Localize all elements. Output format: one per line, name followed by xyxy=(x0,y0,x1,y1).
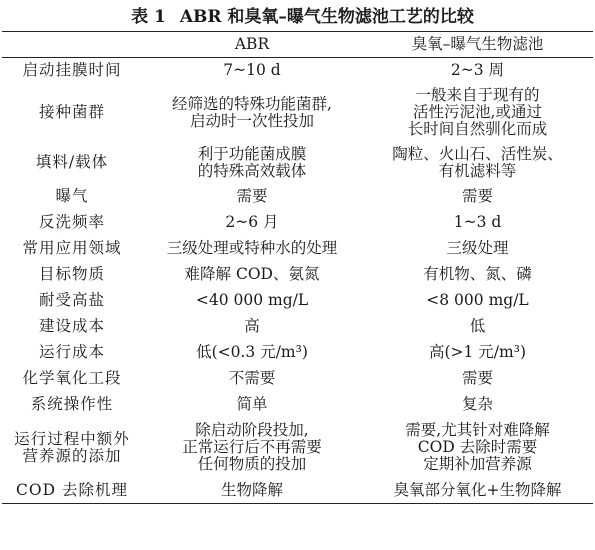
cell-line: 营养源的添加 xyxy=(22,446,122,465)
cell-line: <40 000 mg/L xyxy=(195,291,309,309)
table-row xyxy=(2,210,593,236)
ozone-baf-cell xyxy=(362,84,593,142)
row-label-cell xyxy=(2,84,142,142)
ozone-baf-cell xyxy=(362,288,593,314)
cell-line: 启动时一次性投加 xyxy=(189,111,314,130)
row-label-cell xyxy=(2,288,142,314)
cell-line: 系统操作性 xyxy=(30,395,114,413)
row-label-cell xyxy=(2,210,142,236)
cell-line: 生物降解 xyxy=(220,480,283,499)
cell-line: 目标物质 xyxy=(38,265,105,283)
cell-line: 不需要 xyxy=(228,369,276,387)
row-label-cell xyxy=(2,142,142,184)
abr-cell xyxy=(142,184,362,210)
abr-cell xyxy=(142,262,362,288)
table-title: ABR 和臭氧–曝气生物滤池工艺的比较 xyxy=(179,7,474,27)
cell-line: 需要 xyxy=(236,187,268,205)
table-caption xyxy=(0,4,595,30)
cell-line: 耐受高盐 xyxy=(38,291,105,309)
row-label-cell xyxy=(2,314,142,340)
cell-line: 化学氧化工段 xyxy=(22,369,122,387)
ozone-baf-cell xyxy=(362,236,593,262)
cell-line: 有机物、氮、磷 xyxy=(423,265,532,283)
cell-line: 三级处理 xyxy=(446,239,509,257)
row-label-cell xyxy=(2,262,142,288)
cell-line: 正常运行后不再需要 xyxy=(182,438,322,456)
header-ozone-baf: 臭氧–曝气生物滤池 xyxy=(362,32,593,58)
abr-cell xyxy=(142,142,362,184)
row-label-cell xyxy=(2,366,142,392)
ozone-baf-cell xyxy=(362,262,593,288)
cell-line: 需要 xyxy=(461,369,493,387)
header-row xyxy=(2,32,593,58)
cell-line: 活性污泥池,或通过 xyxy=(413,103,542,121)
row-label-cell xyxy=(2,392,142,418)
table-body xyxy=(2,58,593,504)
header-abr: ABR xyxy=(142,32,362,58)
ozone-baf-cell xyxy=(362,210,593,236)
cell-line: 2~3 周 xyxy=(450,61,505,80)
cell-line: 难降解 COD、氨氮 xyxy=(184,265,320,283)
cell-line: 利于功能菌成膜 xyxy=(197,144,307,163)
abr-cell xyxy=(142,58,362,84)
table-row xyxy=(2,366,593,392)
cell-line: 高(>1 元/m³) xyxy=(428,343,526,361)
cell-line: 低(<0.3 元/m³) xyxy=(196,343,308,361)
header-item xyxy=(2,32,142,58)
abr-cell xyxy=(142,236,362,262)
ozone-baf-cell xyxy=(362,478,593,504)
abr-cell xyxy=(142,210,362,236)
cell-line: 接种菌群 xyxy=(38,103,105,121)
cell-line: 运行成本 xyxy=(38,343,105,361)
cell-line: 高 xyxy=(244,317,260,335)
cell-line: 经筛选的特殊功能菌群, xyxy=(172,94,332,113)
cell-line: 填料/载体 xyxy=(35,153,109,171)
cell-line: 任何物质的投加 xyxy=(197,455,307,473)
cell-line: 常用应用领域 xyxy=(22,239,122,257)
cell-line: 2~6 月 xyxy=(225,213,279,231)
cell-line: 臭氧部分氧化+生物降解 xyxy=(393,480,562,499)
cell-line: 7~10 d xyxy=(223,61,281,80)
cell-line: <8 000 mg/L xyxy=(426,291,529,309)
cell-line: 曝气 xyxy=(55,187,89,205)
table-row xyxy=(2,84,593,142)
comparison-table xyxy=(2,32,593,504)
cell-line: 一般来自于现有的 xyxy=(415,86,540,104)
row-label-cell xyxy=(2,236,142,262)
table-row xyxy=(2,418,593,478)
row-label-cell xyxy=(2,184,142,210)
cell-line: COD 去除机理 xyxy=(16,480,128,499)
ozone-baf-cell xyxy=(362,366,593,392)
cell-line: 有机滤料等 xyxy=(438,161,517,180)
cell-line: 长时间自然驯化而成 xyxy=(407,120,548,138)
abr-cell xyxy=(142,84,362,142)
table-row xyxy=(2,288,593,314)
abr-cell xyxy=(142,418,362,478)
cell-line: 的特殊高效载体 xyxy=(197,161,307,180)
cell-line: 反洗频率 xyxy=(38,213,105,231)
cell-line: 需要,尤其针对难降解 xyxy=(405,421,550,439)
row-label-cell xyxy=(2,58,142,84)
abr-cell xyxy=(142,340,362,366)
cell-line: COD 去除时需要 xyxy=(417,438,538,456)
table-number: 表 1 xyxy=(131,7,166,27)
cell-line: 低 xyxy=(469,317,486,335)
cell-line: 简单 xyxy=(236,395,268,413)
table-row xyxy=(2,142,593,184)
cell-line: 需要 xyxy=(461,187,493,205)
table-row xyxy=(2,392,593,418)
table-row xyxy=(2,314,593,340)
abr-cell xyxy=(142,288,362,314)
abr-cell xyxy=(142,478,362,504)
table-row xyxy=(2,58,593,84)
ozone-baf-cell xyxy=(362,340,593,366)
row-label-cell xyxy=(2,418,142,478)
cell-line: 定期补加营养源 xyxy=(423,455,532,473)
ozone-baf-cell xyxy=(362,418,593,478)
row-label-cell xyxy=(2,478,142,504)
abr-cell xyxy=(142,314,362,340)
table-row xyxy=(2,478,593,504)
ozone-baf-cell xyxy=(362,392,593,418)
table-row xyxy=(2,184,593,210)
abr-cell xyxy=(142,366,362,392)
ozone-baf-cell xyxy=(362,184,593,210)
ozone-baf-cell xyxy=(362,314,593,340)
cell-line: 1~3 d xyxy=(453,213,502,231)
cell-line: 建设成本 xyxy=(38,317,105,335)
cell-line: 复杂 xyxy=(461,395,493,413)
row-label-cell xyxy=(2,340,142,366)
abr-cell xyxy=(142,392,362,418)
cell-line: 启动挂膜时间 xyxy=(22,61,122,80)
cell-line: 除启动阶段投加, xyxy=(195,421,309,439)
cell-line: 运行过程中额外 xyxy=(14,429,130,448)
cell-line: 陶粒、火山石、活性炭、 xyxy=(392,144,563,163)
table-row xyxy=(2,236,593,262)
table-row xyxy=(2,340,593,366)
cell-line: 三级处理或特种水的处理 xyxy=(166,239,338,257)
ozone-baf-cell xyxy=(362,58,593,84)
ozone-baf-cell xyxy=(362,142,593,184)
table-row xyxy=(2,262,593,288)
